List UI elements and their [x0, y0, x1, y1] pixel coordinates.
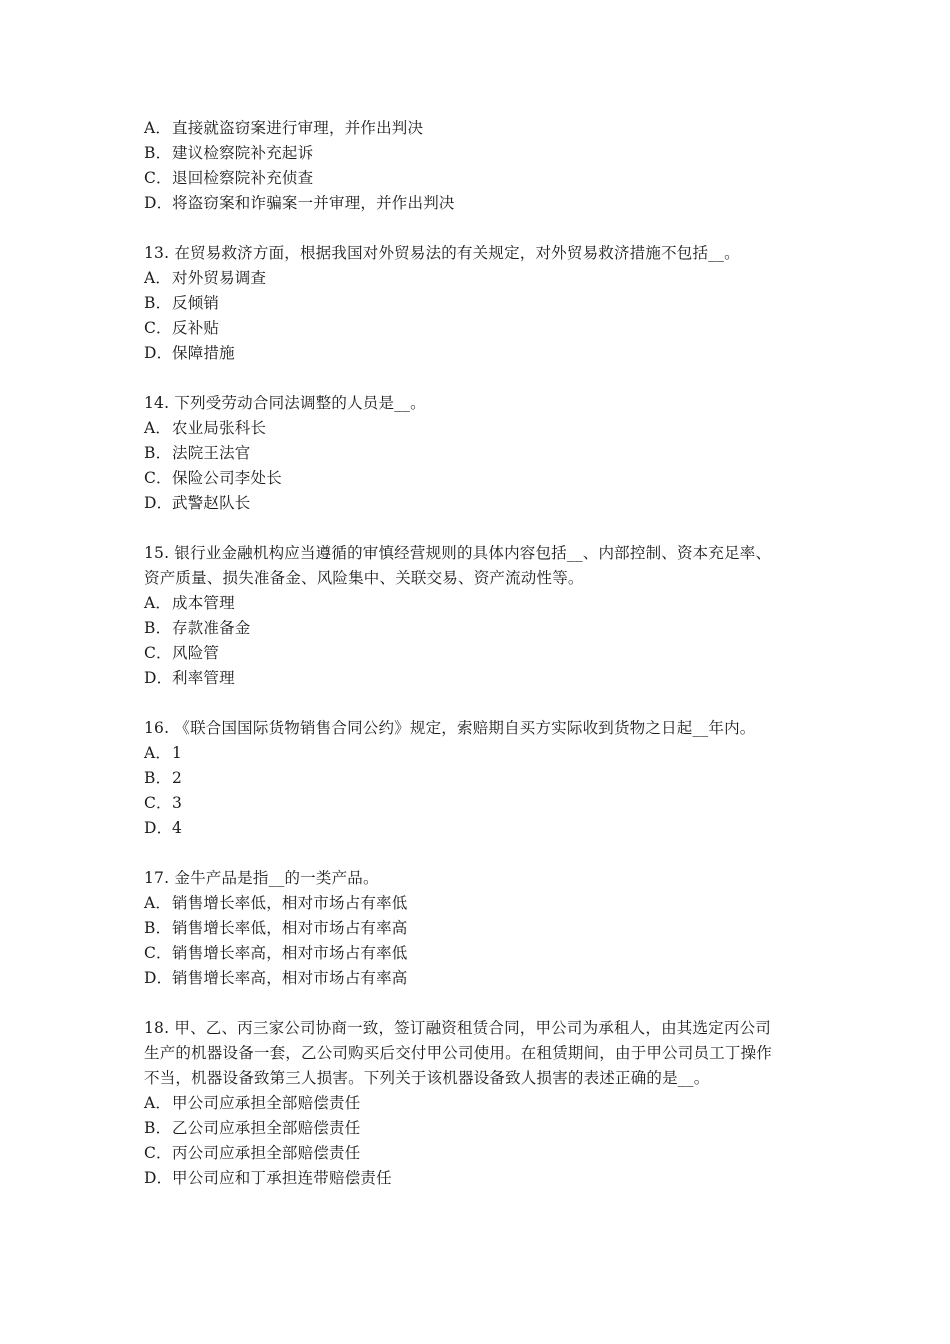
option-d [144, 1166, 812, 1191]
option-letter: B． [144, 1119, 172, 1137]
option-b [144, 141, 812, 166]
option-letter: A． [144, 269, 172, 287]
question-16 [144, 716, 812, 841]
option-text: 对外贸易调查 [172, 269, 267, 287]
option-d [144, 816, 812, 841]
question-stem: 不当，机器设备致第三人损害。下列关于该机器设备致人损害的表述正确的是__。 [144, 1069, 710, 1087]
option-text: 3 [172, 794, 183, 812]
option-letter: C． [144, 944, 172, 962]
question-15 [144, 541, 812, 691]
option-letter: B． [144, 919, 172, 937]
option-b [144, 766, 812, 791]
option-b [144, 916, 812, 941]
question-stem: 15. 银行业金融机构应当遵循的审慎经营规则的具体内容包括__、内部控制、资本充足率、 [144, 544, 772, 562]
option-letter: D． [144, 494, 173, 512]
option-text: 2 [172, 769, 183, 787]
option-text: 建议检察院补充起诉 [172, 144, 314, 162]
option-text: 存款准备金 [172, 619, 251, 637]
option-text: 直接就盗窃案进行审理，并作出判决 [172, 119, 424, 137]
option-text: 销售增长率高，相对市场占有率高 [172, 969, 408, 987]
option-letter: B． [144, 444, 172, 462]
option-c [144, 941, 812, 966]
question-stem: 14. 下列受劳动合同法调整的人员是__。 [144, 394, 426, 412]
question-stem: 16. 《联合国国际货物销售合同公约》规定，索赔期自买方实际收到货物之日起__年内。 [144, 719, 756, 737]
document-page [144, 116, 812, 1191]
option-text: 反补贴 [172, 319, 220, 337]
option-letter: B． [144, 769, 172, 787]
option-text: 退回检察院补充侦查 [172, 169, 314, 187]
option-b [144, 1116, 812, 1141]
option-text: 1 [172, 744, 183, 762]
option-letter: C． [144, 169, 172, 187]
question-18 [144, 1016, 812, 1191]
option-letter: A． [144, 894, 172, 912]
option-c [144, 166, 812, 191]
question-stem: 13. 在贸易救济方面，根据我国对外贸易法的有关规定，对外贸易救济措施不包括__。 [144, 244, 740, 262]
option-d [144, 341, 812, 366]
option-letter: C． [144, 794, 172, 812]
option-d [144, 966, 812, 991]
option-text: 4 [172, 819, 183, 837]
option-c [144, 791, 812, 816]
option-letter: C． [144, 319, 172, 337]
question-17 [144, 866, 812, 991]
option-a [144, 591, 812, 616]
option-text: 武警赵队长 [172, 494, 251, 512]
question-13 [144, 241, 812, 366]
option-b [144, 291, 812, 316]
option-a [144, 1091, 812, 1116]
question-stem: 生产的机器设备一套，乙公司购买后交付甲公司使用。在租赁期间，由于甲公司员工丁操作 [144, 1044, 773, 1062]
option-letter: B． [144, 619, 172, 637]
question-stem: 17. 金牛产品是指__的一类产品。 [144, 869, 379, 887]
option-letter: D． [144, 1169, 173, 1187]
option-c [144, 466, 812, 491]
question-stem: 资产质量、损失准备金、风险集中、关联交易、资产流动性等。 [144, 569, 584, 587]
option-text: 保险公司李处长 [172, 469, 282, 487]
option-text: 保障措施 [172, 344, 235, 362]
option-text: 法院王法官 [172, 444, 251, 462]
option-c [144, 1141, 812, 1166]
question-14 [144, 391, 812, 516]
option-letter: A． [144, 419, 172, 437]
option-text: 农业局张科长 [172, 419, 267, 437]
option-letter: D． [144, 669, 173, 687]
question-stem: 18. 甲、乙、丙三家公司协商一致，签订融资租赁合同，甲公司为承租人，由其选定丙公司 [144, 1019, 771, 1037]
option-text: 将盗窃案和诈骗案一并审理，并作出判决 [172, 194, 455, 212]
option-text: 利率管理 [172, 669, 235, 687]
option-letter: A． [144, 1094, 172, 1112]
option-c [144, 316, 812, 341]
option-text: 销售增长率高，相对市场占有率低 [172, 944, 408, 962]
option-letter: B． [144, 144, 172, 162]
option-d [144, 491, 812, 516]
option-letter: C． [144, 1144, 172, 1162]
option-b [144, 441, 812, 466]
option-letter: C． [144, 644, 172, 662]
option-letter: B． [144, 294, 172, 312]
option-letter: A． [144, 119, 172, 137]
option-a [144, 116, 812, 141]
option-d [144, 666, 812, 691]
option-a [144, 416, 812, 441]
option-letter: A． [144, 594, 172, 612]
option-text: 风险管 [172, 644, 220, 662]
option-text: 反倾销 [172, 294, 220, 312]
option-text: 销售增长率低，相对市场占有率高 [172, 919, 408, 937]
option-a [144, 266, 812, 291]
option-text: 乙公司应承担全部赔偿责任 [172, 1119, 361, 1137]
option-text: 成本管理 [172, 594, 235, 612]
option-letter: D． [144, 344, 173, 362]
option-a [144, 891, 812, 916]
option-letter: C． [144, 469, 172, 487]
option-text: 甲公司应和丁承担连带赔偿责任 [172, 1169, 392, 1187]
option-a [144, 741, 812, 766]
question-12-options [144, 116, 812, 216]
option-letter: A． [144, 744, 172, 762]
option-text: 丙公司应承担全部赔偿责任 [172, 1144, 361, 1162]
option-d [144, 191, 812, 216]
option-letter: D． [144, 194, 173, 212]
option-letter: D． [144, 819, 173, 837]
option-text: 甲公司应承担全部赔偿责任 [172, 1094, 361, 1112]
option-letter: D． [144, 969, 173, 987]
option-text: 销售增长率低，相对市场占有率低 [172, 894, 408, 912]
option-c [144, 641, 812, 666]
option-b [144, 616, 812, 641]
